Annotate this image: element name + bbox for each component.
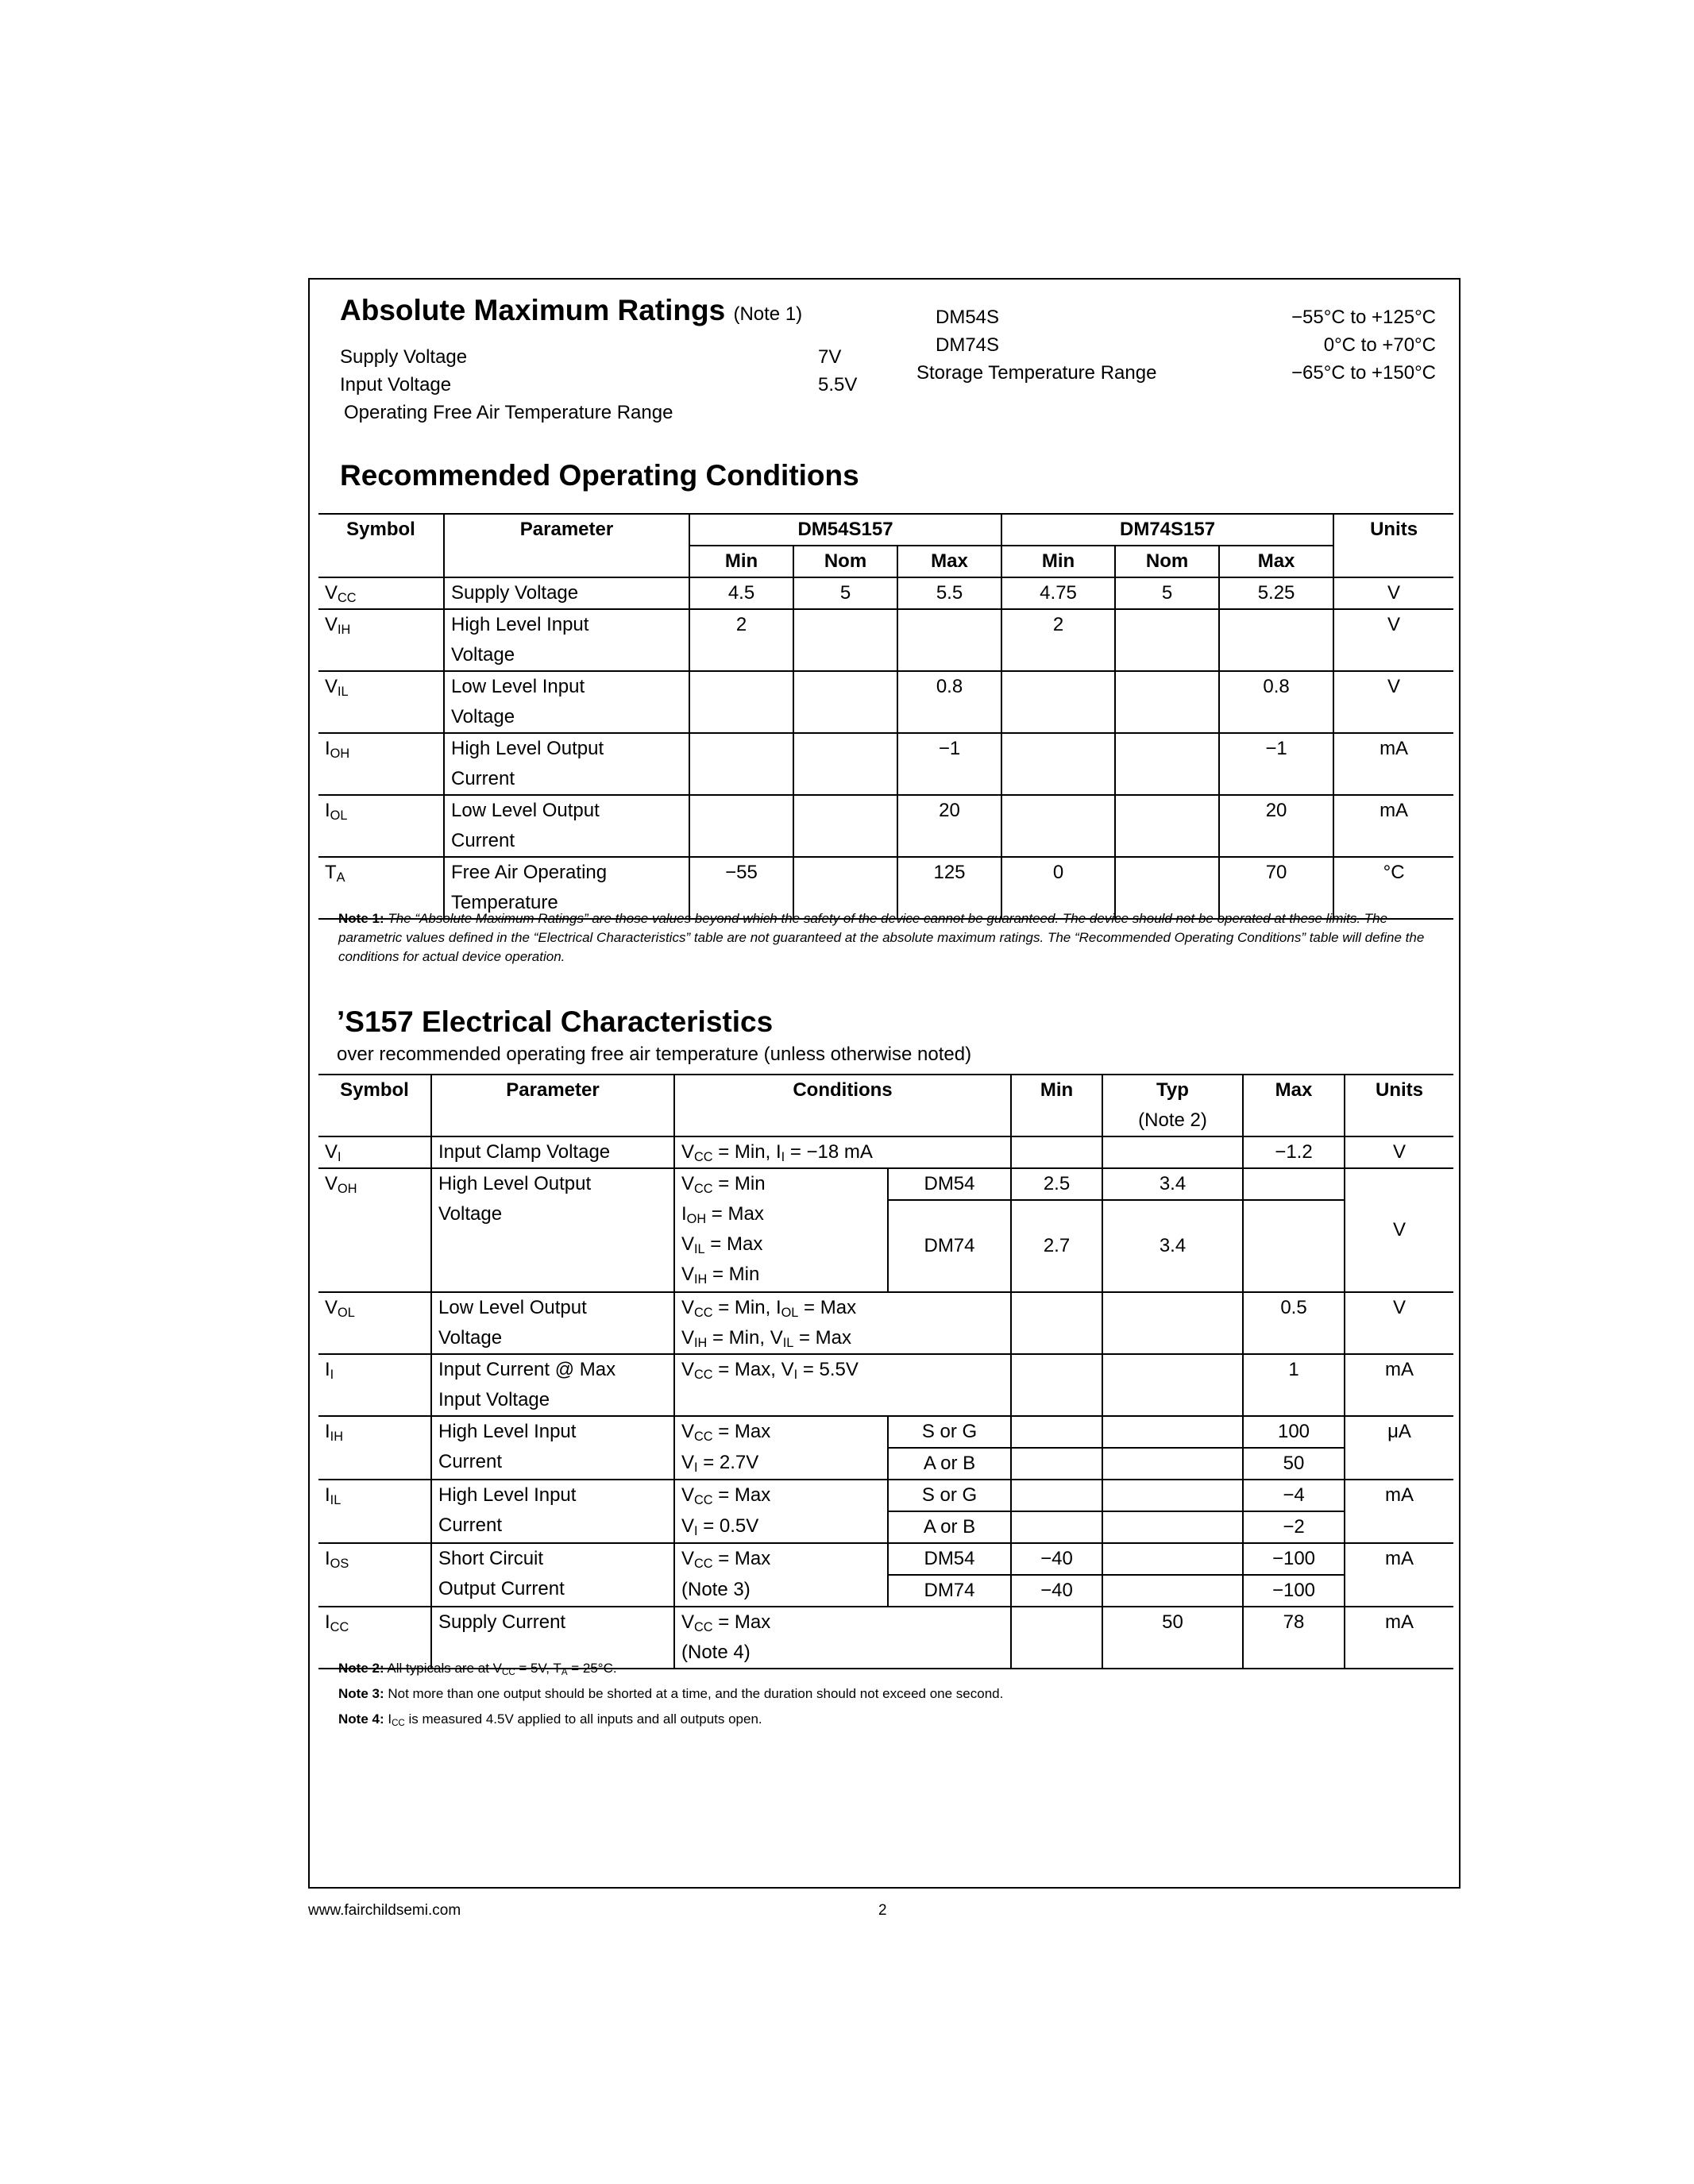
ec-symbol: $V_{OL}$ [325,1297,355,1321]
storage-temp-label: Storage Temperature Range [916,362,1157,384]
ec-units: μA [1345,1416,1453,1480]
ec-typ: 50 [1102,1607,1243,1669]
ec-symbol: $I_{CC}$ [325,1611,349,1635]
roc-value: 2 [689,609,793,671]
table-row [318,1136,1453,1168]
ec-conditions: $V_{CC}$ = Max [674,1416,888,1448]
roc-value: −1 [1219,733,1333,795]
roc-value: 5 [1115,577,1219,609]
note-2: Note 2: All typicals are at $V_{CC} = 5V$, $T_A = 25^\circ C$. [338,1661,617,1677]
roc-header-symbol: Symbol [318,514,444,577]
supply-voltage-value: 7V [818,346,842,368]
ec-notes [338,1656,1434,1732]
roc-header-max: Max [1219,546,1333,577]
roc-value: 0 [1001,857,1115,919]
ec-units: V [1345,1168,1453,1292]
ec-min: −40 [1011,1543,1102,1575]
ec-header-conditions: Conditions [674,1075,1011,1136]
roc-parameter: High Level Output Current [444,733,689,795]
ec-subtitle: over recommended operating free air temperature (unless otherwise noted) [337,1044,972,1065]
roc-units: V [1333,609,1453,671]
roc-value: −55 [689,857,793,919]
roc-value [1001,795,1115,857]
ec-symbol: $I_I$ [325,1359,334,1383]
footer-url[interactable]: www.fairchildsemi.com [308,1902,461,1919]
roc-value [1115,795,1219,857]
ec-parameter: Short Circuit Output Current [431,1543,674,1607]
roc-symbol: $V_{IL}$ [325,676,349,700]
table-row [318,577,1453,609]
ec-parameter: Input Clamp Voltage [431,1136,674,1168]
ec-conditions: $V_{CC}$ = Min, $I_I = -18$ mA [674,1136,1011,1168]
roc-symbol: $I_{OL}$ [325,800,348,824]
ec-units: mA [1345,1543,1453,1607]
op-temp-label: Operating Free Air Temperature Range [344,402,673,423]
note-1: Note 1: The “Absolute Maximum Ratings” are those values beyond which the safety of the device cannot be guaranteed. The device should not be operated at these limits. The parametric values defined in the “Electrical Characteristics” table are not guaranteed at the absolute maximum ratings. The “Recommended Operating Conditions” table will define the conditions for actual device operation. [338,911,1425,964]
dm54s-label: DM54S [936,307,1000,328]
table-row [318,1480,1453,1511]
roc-units: mA [1333,733,1453,795]
supply-voltage-label: Supply Voltage [340,346,468,368]
roc-table-body [318,577,1453,919]
ec-min: −40 [1011,1575,1102,1607]
input-voltage-value: 5.5V [818,374,858,396]
dm54s-temp-range: −55°C to +125°C [1291,307,1436,328]
roc-value: 0.8 [1219,671,1333,733]
roc-table [318,513,1453,920]
page-number: 2 [878,1902,887,1919]
ec-units: V [1345,1136,1453,1168]
table-row [318,1354,1453,1416]
ec-units: V [1345,1292,1453,1354]
roc-value [689,733,793,795]
ec-symbol: $I_{IH}$ [318,1416,431,1480]
roc-symbol: $T_A$ [325,862,345,886]
ec-header-max: Max [1243,1075,1345,1136]
roc-parameter: Free Air Operating Temperature [444,857,689,919]
roc-value [793,671,897,733]
roc-value: 70 [1219,857,1333,919]
roc-value [1001,671,1115,733]
dm74s-temp-range: 0°C to +70°C [1323,334,1436,356]
ec-parameter: High Level Input Current [431,1480,674,1543]
ec-conditions: $V_{CC}$ = Min $I_{OH}$ = Max $V_{IL}$ = Max $V_{IH}$ = Min [674,1168,888,1292]
roc-value [793,795,897,857]
table-row [318,671,1453,733]
roc-value: 2 [1001,609,1115,671]
ec-parameter: High Level Input Current [431,1416,674,1480]
roc-value: 20 [1219,795,1333,857]
dm74s-label: DM74S [936,334,1000,356]
roc-value: 5.5 [897,577,1001,609]
ec-header-min: Min [1011,1075,1102,1136]
roc-value: −1 [897,733,1001,795]
ec-conditions: $V_I = 2.7V$ [674,1448,888,1480]
ec-input: S or G [888,1416,1011,1448]
ec-max: 1 [1243,1354,1345,1416]
roc-value: 20 [897,795,1001,857]
ec-conditions: $V_I = 0.5V$ [674,1511,888,1543]
roc-value [689,795,793,857]
table-row [318,733,1453,795]
roc-value [1001,733,1115,795]
table-row [318,1416,1453,1448]
roc-value: 0.8 [897,671,1001,733]
ec-input: A or B [888,1448,1011,1480]
ec-parameter: Input Current @ Max Input Voltage [431,1354,674,1416]
roc-units: V [1333,577,1453,609]
roc-value [1219,609,1333,671]
ec-max: 50 [1243,1448,1345,1480]
roc-value [689,671,793,733]
roc-symbol: $V_{IH}$ [325,614,351,638]
ec-typ: 3.4 [1102,1168,1243,1200]
ec-max: 0.5 [1243,1292,1345,1354]
input-voltage-label: Input Voltage [340,374,452,396]
ec-symbol: $V_{OH}$ [318,1168,431,1292]
table-row [318,609,1453,671]
roc-value: 5 [793,577,897,609]
ec-input: S or G [888,1480,1011,1511]
table-row [318,795,1453,857]
ec-parameter: High Level Output Voltage [431,1168,674,1292]
table-row [318,1168,1453,1200]
ec-title: ’S157 Electrical Characteristics [337,1005,774,1038]
ec-symbol: $I_{IL}$ [318,1480,431,1543]
roc-value: 4.5 [689,577,793,609]
ec-conditions: $V_{CC}$ = Max, $V_I = 5.5V$ [674,1354,1011,1416]
roc-parameter: Low Level Input Voltage [444,671,689,733]
roc-symbol: $V_{CC}$ [325,582,357,606]
roc-value [1115,671,1219,733]
roc-value [1115,609,1219,671]
ec-conditions: $V_{CC}$ = Min, $I_{OL}$ = Max $V_{IH}$ = Min, $V_{IL}$ = Max [674,1292,1011,1354]
roc-value [793,609,897,671]
roc-parameter: Low Level Output Current [444,795,689,857]
ec-header-symbol: Symbol [340,1079,409,1101]
roc-parameter: Supply Voltage [444,577,689,609]
ec-typ: 3.4 [1102,1200,1243,1292]
roc-header-min: Min [689,546,793,577]
note-4: Note 4: $I_{CC}$ is measured 4.5V applied to all inputs and all outputs open. [338,1711,762,1728]
ec-parameter: Low Level Output Voltage [431,1292,674,1354]
ec-header-typ: Typ (Note 2) [1102,1075,1243,1136]
ec-device: DM54 [888,1543,1011,1575]
roc-value [793,733,897,795]
roc-header-parameter: Parameter [444,514,689,577]
ec-input: A or B [888,1511,1011,1543]
roc-value: 4.75 [1001,577,1115,609]
roc-value: 5.25 [1219,577,1333,609]
roc-symbol: $I_{OH}$ [325,738,350,762]
roc-units: mA [1333,795,1453,857]
ec-min: 2.5 [1011,1168,1102,1200]
ec-conditions: $V_{CC}$ = Max [674,1543,888,1575]
ec-max: 78 [1243,1607,1345,1669]
roc-value [1115,733,1219,795]
ec-parameter: Supply Current [431,1607,674,1669]
ec-max: −100 [1243,1543,1345,1575]
table-row [318,1543,1453,1575]
roc-units: V [1333,671,1453,733]
ec-symbol: $I_{OS}$ [318,1543,431,1607]
ec-device: DM74 [888,1200,1011,1292]
ec-max: −1.2 [1243,1136,1345,1168]
ec-conditions: $V_{CC}$ = Max (Note 4) [674,1607,1011,1669]
ec-units: mA [1345,1607,1453,1669]
note-3: Note 3: Not more than one output should be shorted at a time, and the duration should not exceed one second. [338,1686,1004,1701]
roc-header-dm74s157: DM74S157 [1001,514,1333,546]
ec-header-parameter: Parameter [431,1075,674,1136]
ec-min: 2.7 [1011,1200,1102,1292]
ec-conditions: $V_{CC}$ = Max [674,1480,888,1511]
ec-device: DM54 [888,1168,1011,1200]
storage-temp-value: −65°C to +150°C [1291,362,1436,384]
ec-max: −100 [1243,1575,1345,1607]
ec-symbol: $V_I$ [325,1141,342,1165]
ec-max: −2 [1243,1511,1345,1543]
ec-table [318,1074,1453,1669]
roc-units: °C [1333,857,1453,919]
roc-parameter: High Level Input Voltage [444,609,689,671]
roc-header-nom: Nom [793,546,897,577]
roc-title: Recommended Operating Conditions [340,459,859,492]
roc-header-min: Min [1001,546,1115,577]
roc-value [897,609,1001,671]
roc-header-dm54s157: DM54S157 [689,514,1001,546]
ec-max: 100 [1243,1416,1345,1448]
ec-device: DM74 [888,1575,1011,1607]
ec-units: mA [1345,1354,1453,1416]
roc-value: 125 [897,857,1001,919]
table-row [318,1292,1453,1354]
ec-max: −4 [1243,1480,1345,1511]
roc-header-max: Max [897,546,1001,577]
abs-max-title: Absolute Maximum Ratings (Note 1) [340,294,803,326]
ec-header-units: Units [1345,1075,1453,1136]
ec-conditions: (Note 3) [674,1575,888,1607]
ec-units: mA [1345,1480,1453,1543]
roc-header-nom: Nom [1115,546,1219,577]
roc-header-units: Units [1333,514,1453,577]
